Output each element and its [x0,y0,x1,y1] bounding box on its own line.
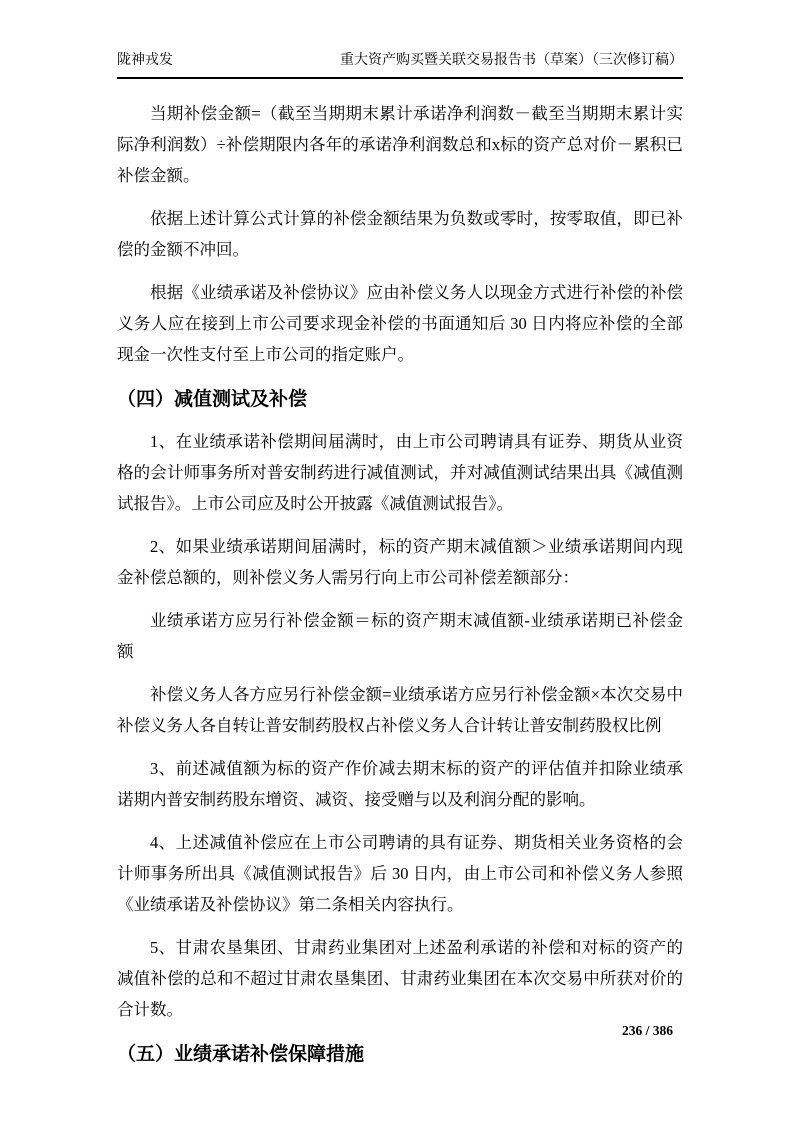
paragraph: 业绩承诺方应另行补偿金额＝标的资产期末减值额-业绩承诺期已补偿金额 [117,611,683,661]
page-header [117,0,683,79]
section-heading: （四）减值测试及补偿 [117,389,308,410]
paragraph: 3、前述减值额为标的资产作价减去期末标的资产的评估值并扣除业绩承诺期内普安制药股东增资、减资、接受赠与以及利润分配的影响。 [117,759,683,809]
paragraph: 当期补偿金额=（截至当期期末累计承诺净利润数－截至当期期末累计实际净利润数）÷补偿期限内各年的承诺净利润数总和x标的资产总对价－累积已补偿金额。 [117,104,683,185]
page-content-area [117,0,683,1068]
paragraph: 根据《业绩承诺及补偿协议》应由补偿义务人以现金方式进行补偿的补偿义务人应在接到上市公司要求现金补偿的书面通知后 30 日内将应补偿的全部现金一次性支付至上市公司的指定账户。 [117,283,683,364]
paragraph: 2、如果业绩承诺期间届满时，标的资产期末减值额＞业绩承诺期间内现金补偿总额的，则补偿义务人需另行向上市公司补偿差额部分： [117,537,683,587]
document-body [117,79,683,1068]
header-report-title: 重大资产购买暨关联交易报告书（草案）（三次修订稿） [340,53,683,68]
section-heading: （五）业绩承诺补偿保障措施 [117,1044,365,1065]
header-company-short-name: 陇神戎发 [117,53,173,68]
paragraph: 5、甘肃农垦集团、甘肃药业集团对上述盈利承诺的补偿和对标的资产的减值补偿的总和不超过甘肃农垦集团、甘肃药业集团在本次交易中所获对价的合计数。 [117,938,683,1019]
paragraph: 补偿义务人各方应另行补偿金额=业绩承诺方应另行补偿金额×本次交易中补偿义务人各自转让普安制药股权占补偿义务人合计转让普安制药股权比例 [117,685,683,735]
paragraph: 1、在业绩承诺补偿期间届满时，由上市公司聘请具有证券、期货从业资格的会计师事务所对普安制药进行减值测试，并对减值测试结果出具《减值测试报告》。上市公司应及时公开披露《减值测试报告》。 [117,432,683,513]
paragraph: 依据上述计算公式计算的补偿金额结果为负数或零时，按零取值，即已补偿的金额不冲回。 [117,209,683,259]
paragraph: 4、上述减值补偿应在上市公司聘请的具有证券、期货相关业务资格的会计师事务所出具《减值测试报告》后 30 日内，由上市公司和补偿义务人参照《业绩承诺及补偿协议》第二条相关内容执行。 [117,833,683,914]
page-number: 236 / 386 [621,1023,673,1038]
